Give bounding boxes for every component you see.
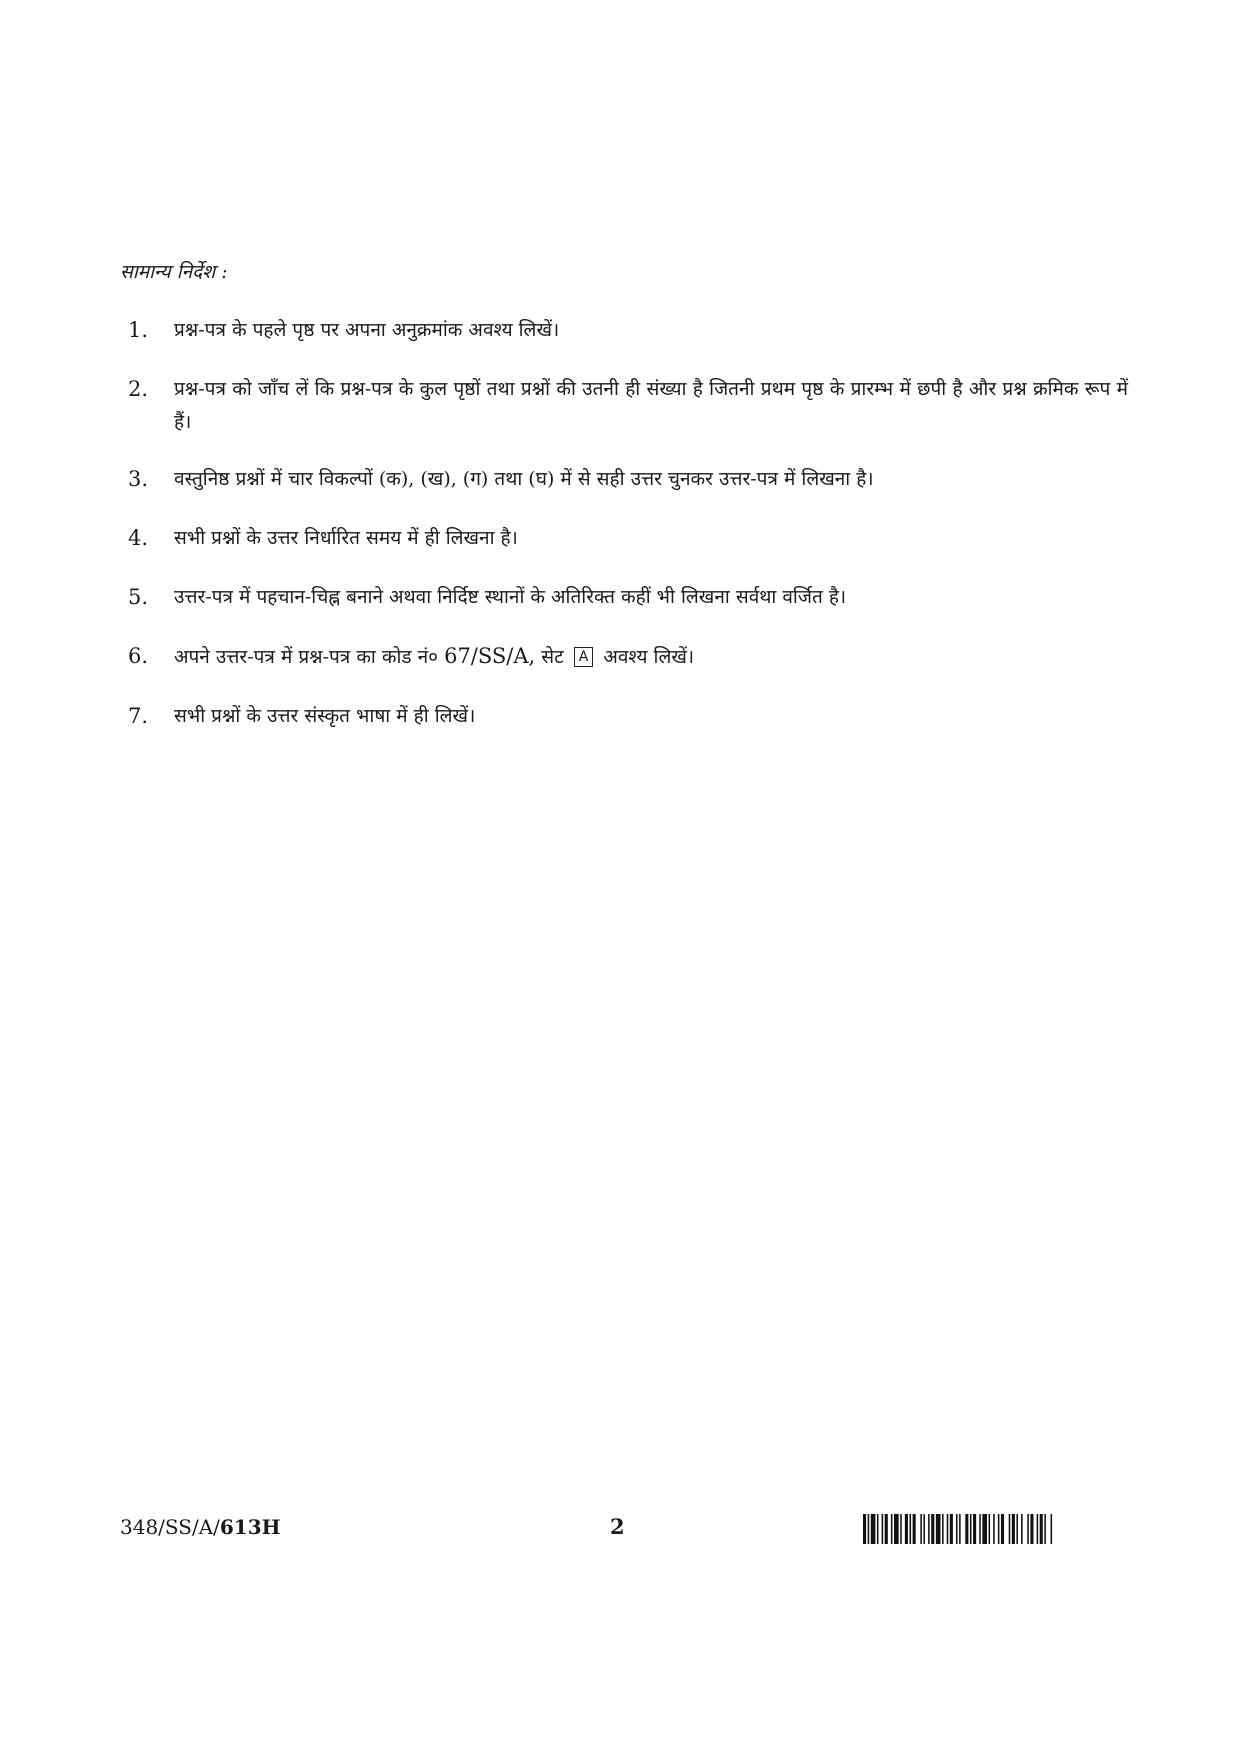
instructions-list xyxy=(128,314,1128,759)
instruction-number: 1. xyxy=(128,318,149,342)
paper-code xyxy=(120,1515,281,1539)
paper-code-bold: 613H xyxy=(219,1515,281,1539)
paper-code-prefix: 348/SS/A/ xyxy=(120,1515,220,1539)
instruction-text-after: अवश्य लिखें। xyxy=(603,646,695,668)
instruction-number: 2. xyxy=(128,377,149,401)
barcode-image xyxy=(863,1514,1120,1544)
set-label: सेट xyxy=(541,646,564,668)
instruction-number: 7. xyxy=(128,704,149,728)
page-number: 2 xyxy=(610,1514,625,1539)
instruction-text: प्रश्न-पत्र को जाँच लें कि प्रश्न-पत्र के कुल पृष्ठों तथा प्रश्नों की उतनी ही संख्या है जितनी प्रथम पृष्ठ के प्रारम्भ में छपी है और प्रश्न क्रमिक रूप में हैं। xyxy=(174,378,1128,433)
instruction-item-3 xyxy=(128,463,1128,496)
instructions-heading: सामान्य निर्देश : xyxy=(120,261,228,283)
instruction-text: सभी प्रश्नों के उत्तर संस्कृत भाषा में ही लिखें। xyxy=(174,705,476,727)
instruction-text: प्रश्न-पत्र के पहले पृष्ठ पर अपना अनुक्रमांक अवश्य लिखें। xyxy=(174,319,560,341)
instruction-text-before: अपने उत्तर-पत्र में प्रश्न-पत्र का कोड नं० xyxy=(174,646,439,668)
instruction-number: 4. xyxy=(128,526,149,550)
instruction-text: सभी प्रश्नों के उत्तर निर्धारित समय में ही लिखना है। xyxy=(174,527,518,549)
instruction-text: वस्तुनिष्ठ प्रश्नों में चार विकल्पों (क), (ख), (ग) तथा (घ) में से सही उत्तर चुनकर उत्तर-पत्र में लिखना है। xyxy=(174,468,874,490)
instruction-item-4 xyxy=(128,522,1128,555)
instruction-number: 5. xyxy=(128,585,149,609)
instruction-item-5 xyxy=(128,581,1128,614)
instruction-item-2 xyxy=(128,373,1128,439)
question-paper-code: 67/SS/A, xyxy=(444,644,536,668)
instruction-text xyxy=(174,640,1128,674)
instruction-item-7 xyxy=(128,700,1128,733)
instruction-item-6 xyxy=(128,640,1128,674)
instruction-number: 6. xyxy=(128,644,149,668)
set-box: A xyxy=(574,647,594,667)
instruction-number: 3. xyxy=(128,467,149,491)
instruction-item-1 xyxy=(128,314,1128,347)
instruction-text: उत्तर-पत्र में पहचान-चिह्न बनाने अथवा निर्दिष्ट स्थानों के अतिरिक्त कहीं भी लिखना सर्वथा वर्जित है। xyxy=(174,586,847,608)
